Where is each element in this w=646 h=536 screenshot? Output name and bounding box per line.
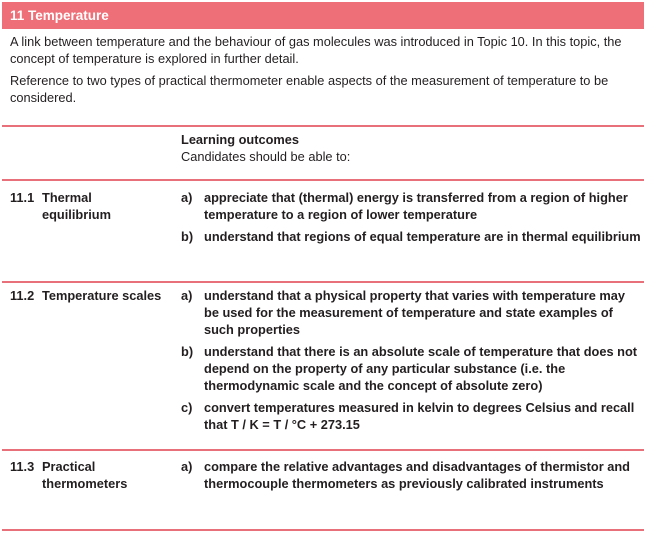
section-title-line1: Thermal [42,190,92,205]
topic-title: 11 Temperature [10,8,109,23]
section-title-line2: thermometers [42,476,128,491]
outcome-item [181,228,641,245]
section-title-line1: Practical [42,459,96,474]
divider [2,179,644,181]
section-title-line2: equilibrium [42,207,111,222]
divider [2,125,644,127]
outcome-item [181,189,641,223]
intro-paragraph-2: Reference to two types of practical thermometer enable aspects of the measurement of temperature to be considered. [10,73,609,105]
outcome-item [181,287,641,338]
divider [2,281,644,283]
outcome-item [181,343,641,394]
learning-outcomes-heading: Learning outcomes [181,132,300,147]
section-number: 11.3 [10,459,35,474]
outcome-text: understand that a physical property that varies with temperature may be used for the measurement of temperature and state examples of such properties [204,288,625,337]
divider [2,529,644,531]
intro-paragraph-1: A link between temperature and the behaviour of gas molecules was introduced in Topic 10. In this topic, the concept of temperature is explored in further detail. [10,34,622,66]
outcome-text: convert temperatures measured in kelvin to degrees Celsius and recall that T / K = T / °C + 273.15 [204,400,635,432]
outcome-text: appreciate that (thermal) energy is transferred from a region of higher temperature to a region of lower temperature [204,190,628,222]
outcome-letter: a) [181,190,193,205]
topic-title-bar [2,2,644,29]
section-number: 11.1 [10,190,35,205]
outcome-letter: a) [181,288,193,303]
section-number: 11.2 [10,288,35,303]
section-title [10,189,182,223]
section-title [10,458,182,492]
outcome-item [181,399,641,433]
outcome-text: understand that regions of equal temperature are in thermal equilibrium [204,229,641,244]
candidates-subheading: Candidates should be able to: [181,149,351,164]
outcome-letter: b) [181,344,194,359]
outcome-letter: b) [181,229,194,244]
outcomes-header [181,131,350,165]
outcome-letter: a) [181,459,193,474]
outcome-text: understand that there is an absolute scale of temperature that does not depend on the property of any particular substance (i.e. the thermodynamic scale and the concept of absolute zero) [204,344,638,393]
section-title-line1: Temperature scales [42,288,162,303]
outcome-text: compare the relative advantages and disadvantages of thermistor and thermocouple thermometers as previously calibrated instruments [204,459,630,491]
intro-text [10,33,636,111]
outcome-item [181,458,641,492]
section-title [10,287,182,304]
divider [2,449,644,451]
outcome-letter: c) [181,400,193,415]
